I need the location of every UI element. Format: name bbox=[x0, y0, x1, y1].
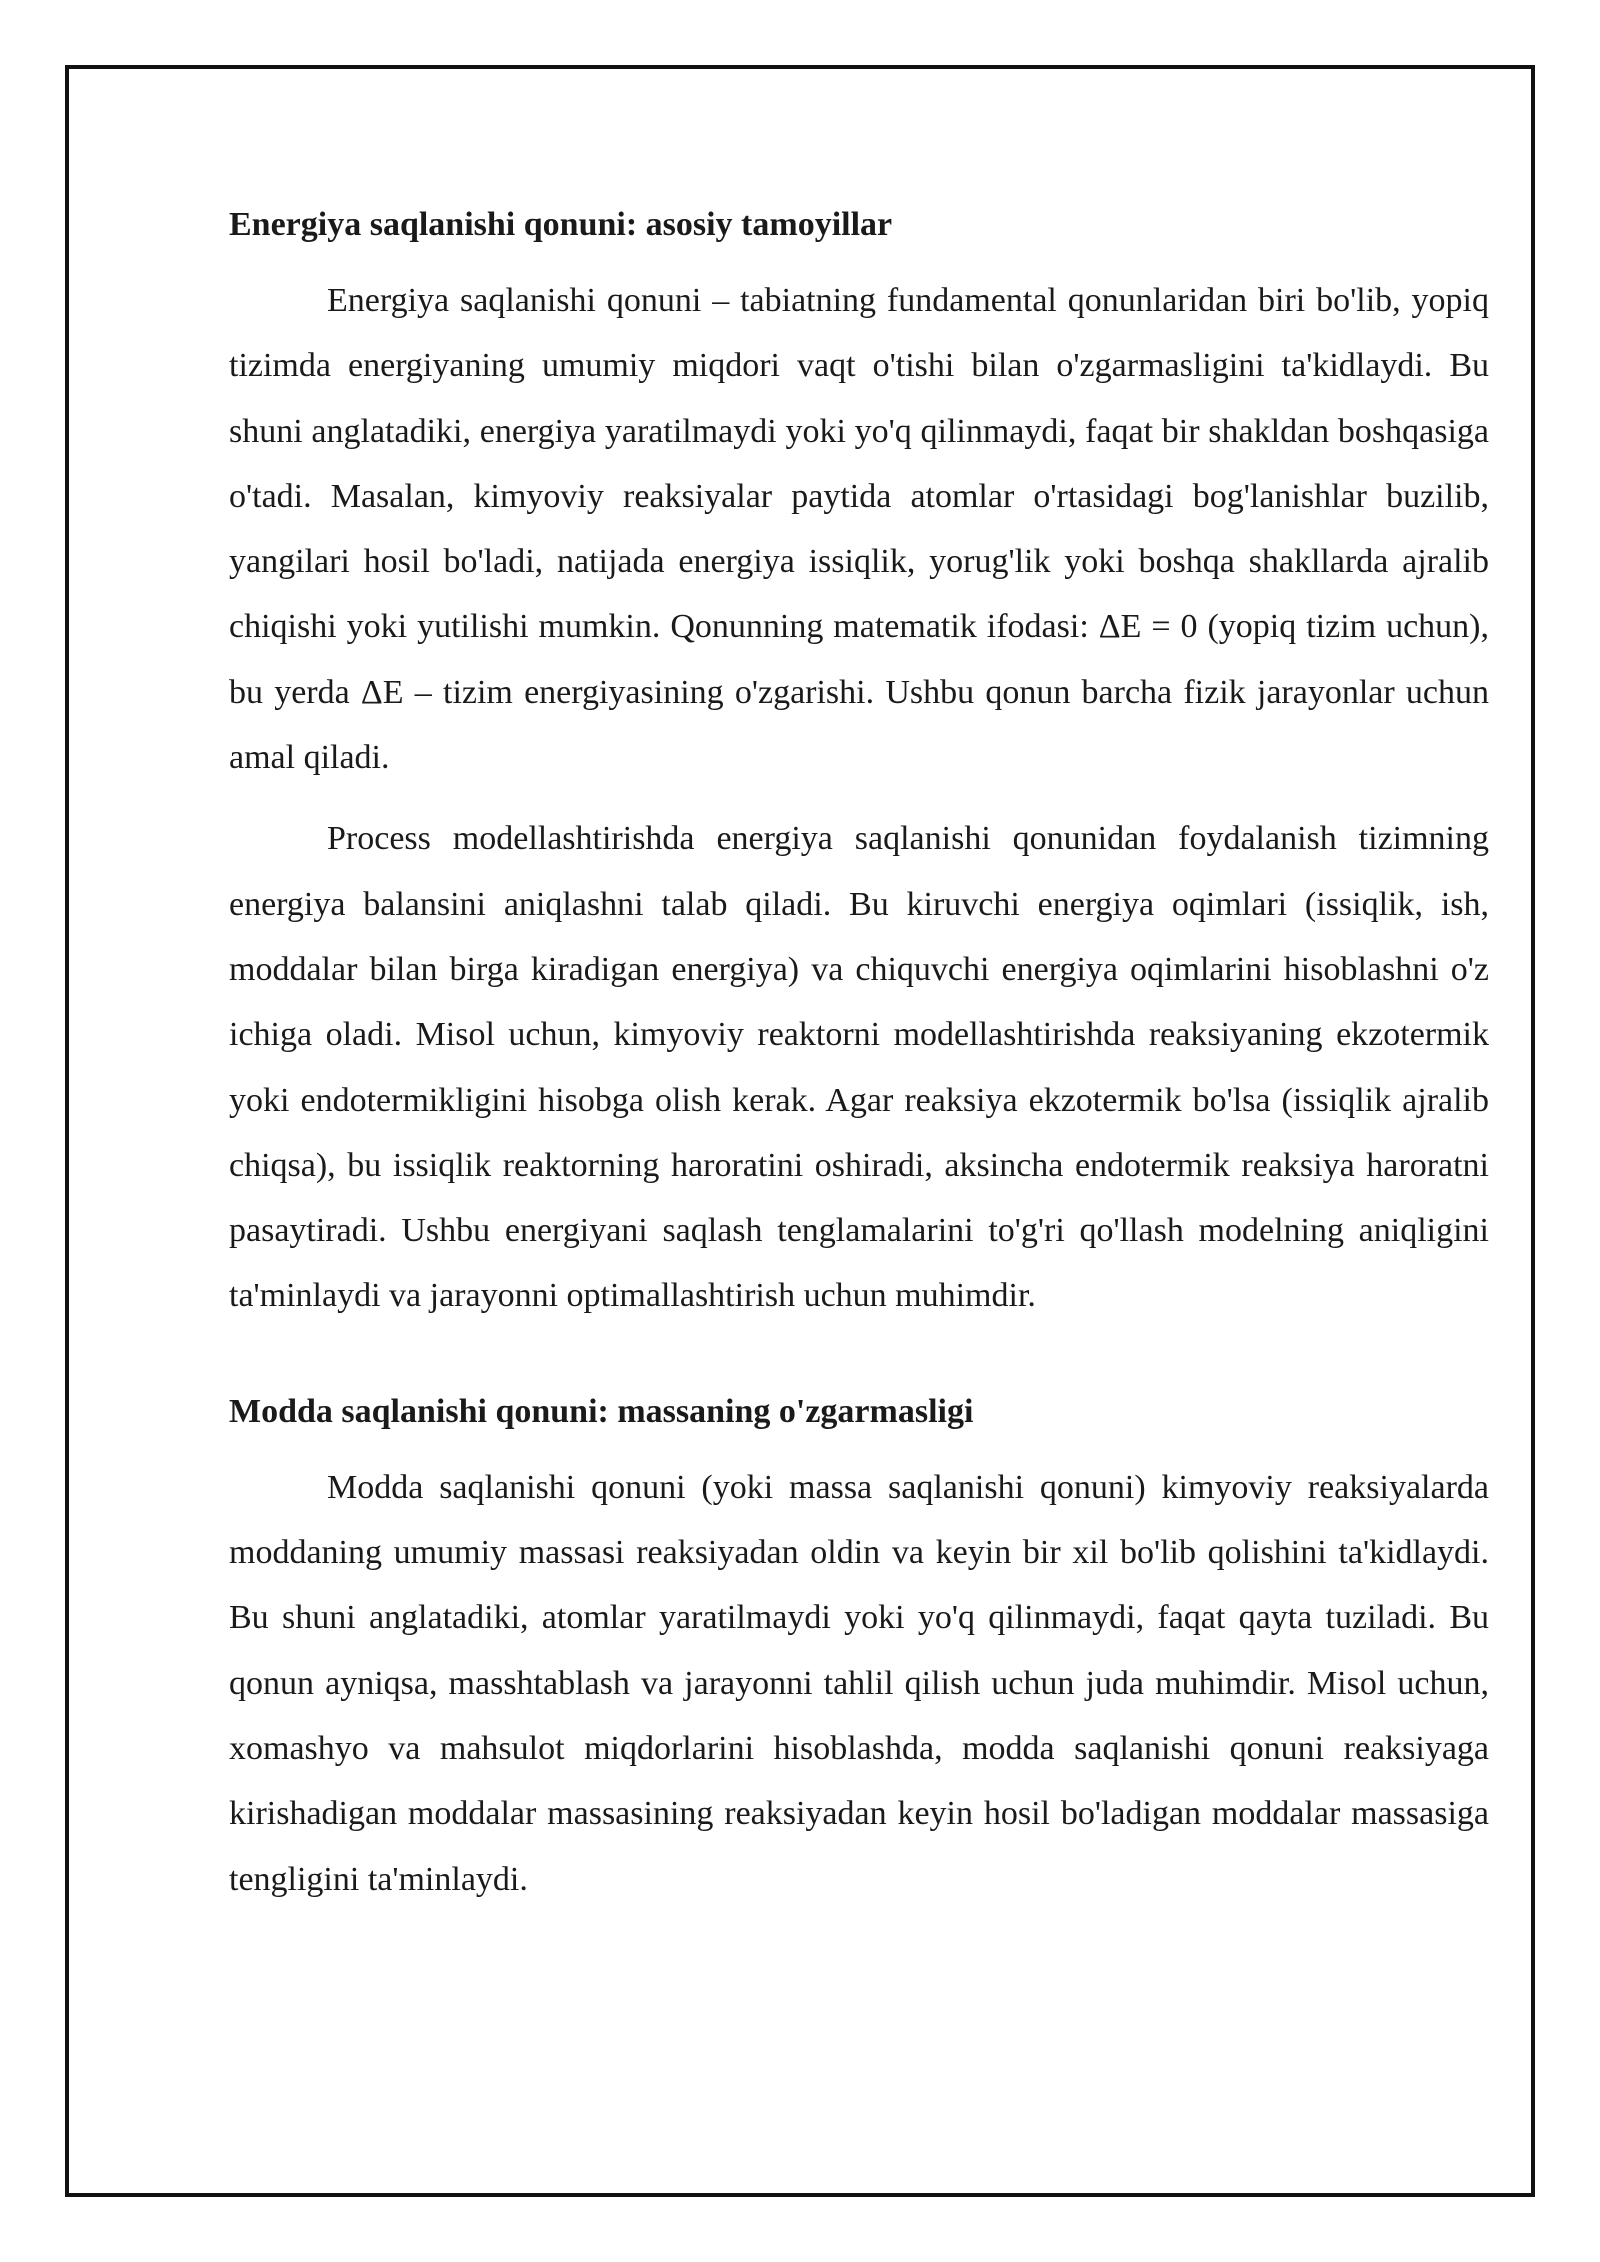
document-body bbox=[229, 194, 1489, 1928]
paragraph: Process modellashtirishda energiya saqlanishi qonunidan foydalanish tizimning energiya balansini aniqlashni talab qiladi. Bu kiruvchi energiya oqimlari (issiqlik, ish, moddalar bilan birga kiradigan energiya) va chiquvchi energiya oqimlarini hisoblashni o'z ichiga oladi. Misol uchun, kimyoviy reaktorni modellashtirishda reaksiyaning ekzotermik yoki endotermikligini hisobga olish kerak. Agar reaksiya ekzotermik bo'lsa (issiqlik ajralib chiqsa), bu issiqlik reaktorning haroratini oshiradi, aksincha endotermik reaksiya haroratni pasaytiradi. Ushbu energiyani saqlash tenglamalarini to'g'ri qo'llash modelning aniqligini ta'minlaydi va jarayonni optimallashtirish uchun muhimdir. bbox=[229, 820, 1489, 1315]
paragraph: Energiya saqlanishi qonuni – tabiatning fundamental qonunlaridan biri bo'lib, yopiq tizimda energiyaning umumiy miqdori vaqt o'tishi bilan o'zgarmasligini ta'kidlaydi. Bu shuni anglatadiki, energiya yaratilmaydi yoki yo'q qilinmaydi, faqat bir shakldan boshqasiga o'tadi. Masalan, kimyoviy reaksiyalar paytida atomlar o'rtasidagi bog'lanishlar buzilib, yangilari hosil bo'ladi, natijada energiya issiqlik, yorug'lik yoki boshqa shakllarda ajralib chiqishi yoki yutilishi mumkin. Qonunning matematik ifodasi: ΔE = 0 (yopiq tizim uchun), bu yerda ΔE – tizim energiyasining o'zgarishi. Ushbu qonun barcha fizik jarayonlar uchun amal qiladi. bbox=[229, 282, 1489, 777]
section-heading: Energiya saqlanishi qonuni: asosiy tamoyillar bbox=[229, 206, 893, 243]
paragraph: Modda saqlanishi qonuni (yoki massa saqlanishi qonuni) kimyoviy reaksiyalarda moddaning umumiy massasi reaksiyadan oldin va keyin bir xil bo'lib qolishini ta'kidlaydi. Bu shuni anglatadiki, atomlar yaratilmaydi yoki yo'q qilinmaydi, faqat qayta tuziladi. Bu qonun ayniqsa, masshtablash va jarayonni tahlil qilish uchun juda muhimdir. Misol uchun, xomashyo va mahsulot miqdorlarini hisoblashda, modda saqlanishi qonuni reaksiyaga kirishadigan moddalar massasining reaksiyadan keyin hosil bo'ladigan moddalar massasiga tengligini ta'minlaydi. bbox=[229, 1468, 1489, 1898]
section-heading: Modda saqlanishi qonuni: massaning o'zgarmasligi bbox=[229, 1392, 974, 1430]
